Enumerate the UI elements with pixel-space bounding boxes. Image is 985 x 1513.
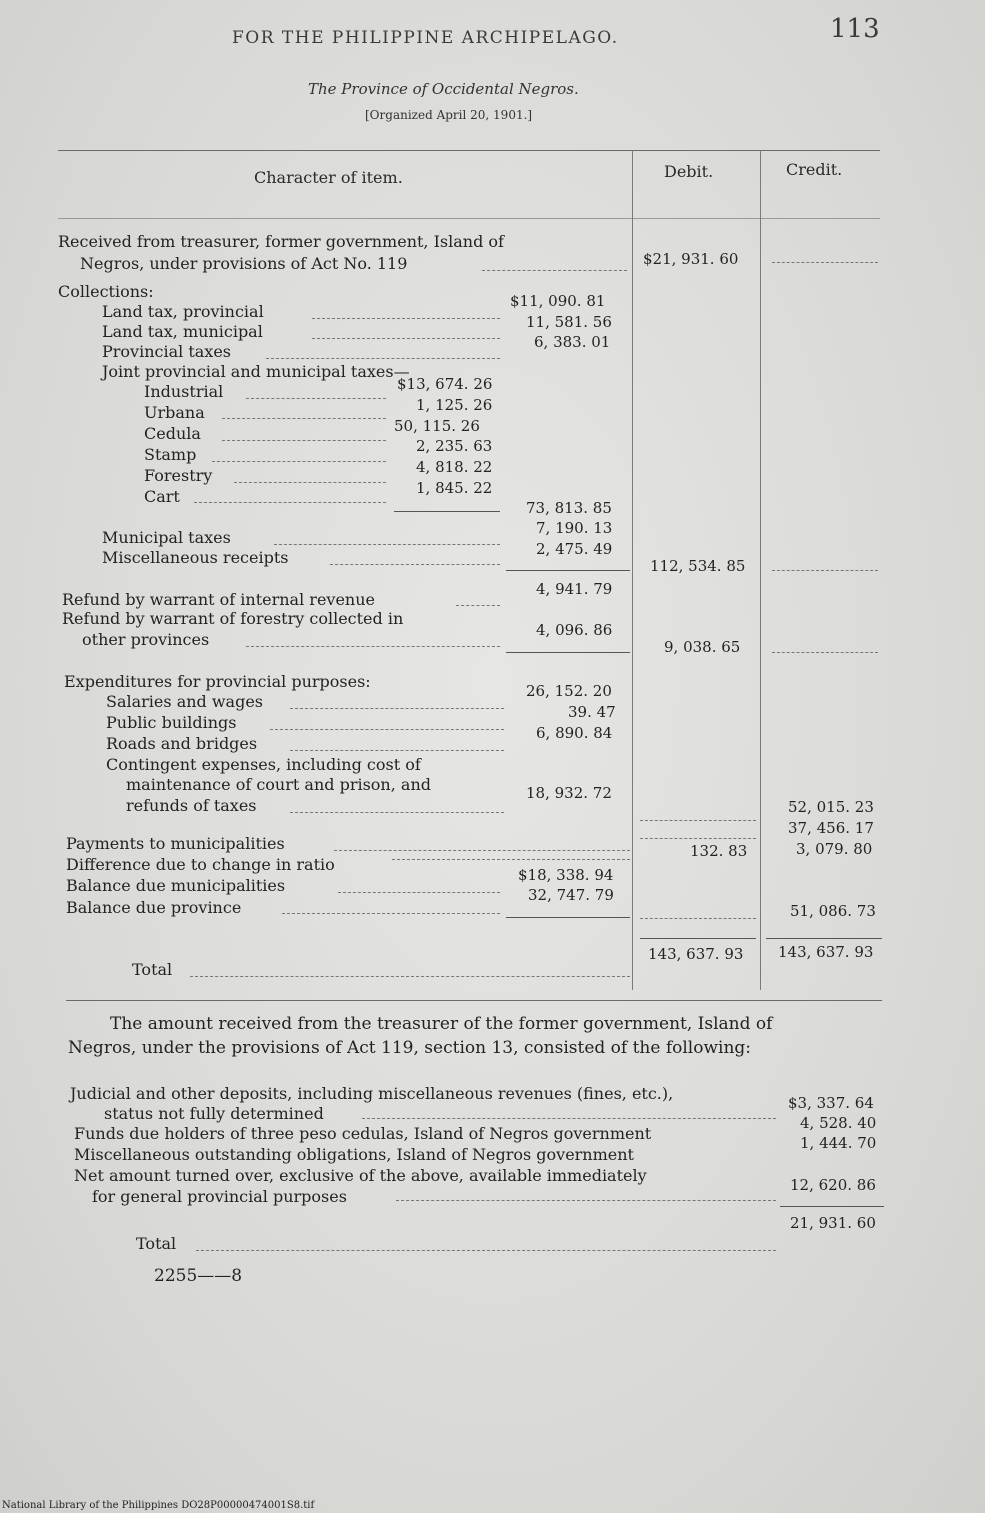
leader-dots — [270, 729, 504, 730]
misc-receipts: Miscellaneous receipts — [102, 548, 289, 567]
payments-credit: 37, 456. 17 — [788, 819, 874, 837]
subtotal-rule — [506, 917, 630, 918]
header-bottom-rule — [58, 218, 880, 219]
leader-dots — [640, 918, 756, 919]
leader-dots — [290, 750, 504, 751]
misc-obligations: Miscellaneous outstanding obligations, Island of Negros government — [74, 1145, 634, 1164]
leader-dots — [194, 502, 386, 503]
land-tax-provincial-value: $11, 090. 81 — [510, 292, 606, 310]
leader-dots — [274, 544, 500, 545]
leader-dots — [312, 318, 500, 319]
public-buildings: Public buildings — [106, 713, 237, 732]
municipal-taxes-value: 7, 190. 13 — [536, 519, 613, 537]
industrial-value: $13, 674. 26 — [397, 375, 493, 393]
balance-province: Balance due province — [66, 898, 242, 917]
difference-ratio: Difference due to change in ratio — [66, 855, 335, 874]
detail-total-rule — [780, 1206, 884, 1207]
leader-dots — [772, 652, 878, 653]
total-debit: 143, 637. 93 — [648, 945, 744, 963]
forestry: Forestry — [144, 466, 213, 485]
total-rule — [640, 938, 756, 939]
contingent-line3: refunds of taxes — [126, 796, 257, 815]
leader-dots — [772, 570, 878, 571]
leader-dots — [212, 461, 386, 462]
contingent-line2: maintenance of court and prison, and — [126, 775, 431, 794]
cedula-value: 50, 115. 26 — [394, 417, 480, 435]
leader-dots — [290, 708, 504, 709]
salaries-wages: Salaries and wages — [106, 692, 264, 711]
expenditures-credit: 52, 015. 23 — [788, 798, 874, 816]
roads-bridges: Roads and bridges — [106, 734, 258, 753]
cart-value: 1, 845. 22 — [416, 479, 493, 497]
row-received-line2: Negros, under provisions of Act No. 119 — [80, 254, 408, 273]
table-bottom-rule — [66, 1000, 882, 1001]
section-title: The Province of Occidental Negros. — [308, 80, 579, 98]
stamp-value: 2, 235. 63 — [416, 437, 493, 455]
joint-taxes-heading: Joint provincial and municipal taxes— — [102, 362, 410, 381]
credit-column-divider — [760, 150, 761, 990]
joint-total-value: 73, 813. 85 — [526, 499, 612, 517]
balance-credit: 51, 086. 73 — [790, 902, 876, 920]
urbana-value: 1, 125. 26 — [416, 396, 493, 414]
organized-date: [Organized April 20, 1901.] — [365, 108, 533, 122]
roads-bridges-value: 6, 890. 84 — [536, 724, 613, 742]
subtotal-rule — [506, 652, 630, 653]
leader-dots — [312, 338, 500, 339]
balance-province-value: 32, 747. 79 — [528, 886, 614, 904]
leader-dots — [396, 1200, 776, 1201]
leader-dots — [334, 850, 630, 851]
paragraph-line1: The amount received from the treasurer of the former government, Island of — [110, 1014, 773, 1034]
debit-column-divider — [632, 150, 633, 990]
leader-dots — [330, 564, 500, 565]
payments-municipalities: Payments to municipalities — [66, 834, 285, 853]
leader-dots — [456, 605, 500, 606]
difference-debit: 132. 83 — [690, 842, 748, 860]
leader-dots — [246, 398, 386, 399]
page-number: 113 — [830, 14, 880, 44]
column-header-debit: Debit. — [664, 162, 714, 181]
running-header: FOR THE PHILIPPINE ARCHIPELAGO. — [232, 28, 619, 48]
funds-due-value: 4, 528. 40 — [800, 1114, 877, 1132]
scan-footer: National Library of the Philippines DO28P00000474001S8.tif — [2, 1500, 315, 1511]
contingent-line1: Contingent expenses, including cost of — [106, 755, 421, 774]
public-buildings-value: 39. 47 — [568, 703, 616, 721]
collections-heading: Collections: — [58, 282, 154, 301]
refund-forestry-line1: Refund by warrant of forestry collected in — [62, 609, 404, 628]
leader-dots — [772, 262, 878, 263]
misc-receipts-value: 2, 475. 49 — [536, 540, 613, 558]
total-rule — [766, 938, 882, 939]
industrial: Industrial — [144, 382, 224, 401]
total-credit: 143, 637. 93 — [778, 943, 874, 961]
urbana: Urbana — [144, 403, 205, 422]
net-amount-value: 12, 620. 86 — [790, 1176, 876, 1194]
contingent-value: 18, 932. 72 — [526, 784, 612, 802]
municipal-taxes: Municipal taxes — [102, 528, 231, 547]
paragraph-line2: Negros, under the provisions of Act 119, section 13, consisted of the following: — [68, 1038, 752, 1058]
leader-dots — [196, 1250, 776, 1251]
leader-dots — [640, 820, 756, 821]
salaries-wages-value: 26, 152. 20 — [526, 682, 612, 700]
funds-due: Funds due holders of three peso cedulas, Island of Negros government — [74, 1124, 652, 1143]
signature-mark: 2255——8 — [154, 1266, 243, 1286]
received-debit: $21, 931. 60 — [643, 250, 739, 268]
net-amount-line2: for general provincial purposes — [92, 1187, 347, 1206]
leader-dots — [222, 440, 386, 441]
detail-total-label: Total — [136, 1234, 177, 1253]
refund-forestry-value: 4, 096. 86 — [536, 621, 613, 639]
balance-municipalities-value: $18, 338. 94 — [518, 866, 614, 884]
judicial-line2: status not fully determined — [104, 1104, 324, 1123]
collections-debit: 112, 534. 85 — [650, 557, 746, 575]
leader-dots — [222, 418, 386, 419]
leader-dots — [246, 646, 500, 647]
leader-dots — [190, 976, 630, 977]
subtotal-rule — [506, 570, 630, 571]
net-amount-line1: Net amount turned over, exclusive of the above, available immediately — [74, 1166, 647, 1185]
refund-internal-revenue-value: 4, 941. 79 — [536, 580, 613, 598]
provincial-taxes-value: 6, 383. 01 — [534, 333, 611, 351]
balance-municipalities: Balance due municipalities — [66, 876, 286, 895]
leader-dots — [362, 1118, 776, 1119]
row-received-line1: Received from treasurer, former government, Island of — [58, 232, 504, 251]
detail-total-value: 21, 931. 60 — [790, 1214, 876, 1232]
leader-dots — [234, 482, 386, 483]
cedula: Cedula — [144, 424, 201, 443]
cart: Cart — [144, 487, 180, 506]
leader-dots — [482, 270, 627, 271]
provincial-taxes: Provincial taxes — [102, 342, 231, 361]
table-top-rule — [58, 150, 880, 151]
refund-debit: 9, 038. 65 — [664, 638, 741, 656]
land-tax-municipal: Land tax, municipal — [102, 322, 263, 341]
total-label: Total — [132, 960, 173, 979]
stamp: Stamp — [144, 445, 197, 464]
land-tax-provincial: Land tax, provincial — [102, 302, 264, 321]
expenditures-heading: Expenditures for provincial purposes: — [64, 672, 371, 691]
leader-dots — [338, 892, 500, 893]
refund-forestry-line2: other provinces — [82, 630, 210, 649]
leader-dots — [290, 812, 504, 813]
misc-obligations-value: 1, 444. 70 — [800, 1134, 877, 1152]
difference-credit: 3, 079. 80 — [796, 840, 873, 858]
column-header-credit: Credit. — [786, 160, 843, 179]
refund-internal-revenue: Refund by warrant of internal revenue — [62, 590, 375, 609]
column-header-item: Character of item. — [254, 168, 403, 187]
forestry-value: 4, 818. 22 — [416, 458, 493, 476]
leader-dots — [266, 358, 500, 359]
land-tax-municipal-value: 11, 581. 56 — [526, 313, 612, 331]
subtotal-rule — [394, 511, 500, 512]
leader-dots — [392, 859, 630, 860]
leader-dots — [282, 913, 500, 914]
judicial-value: $3, 337. 64 — [788, 1094, 874, 1112]
judicial-line1: Judicial and other deposits, including miscellaneous revenues (fines, etc.), — [70, 1084, 674, 1103]
leader-dots — [640, 838, 756, 839]
